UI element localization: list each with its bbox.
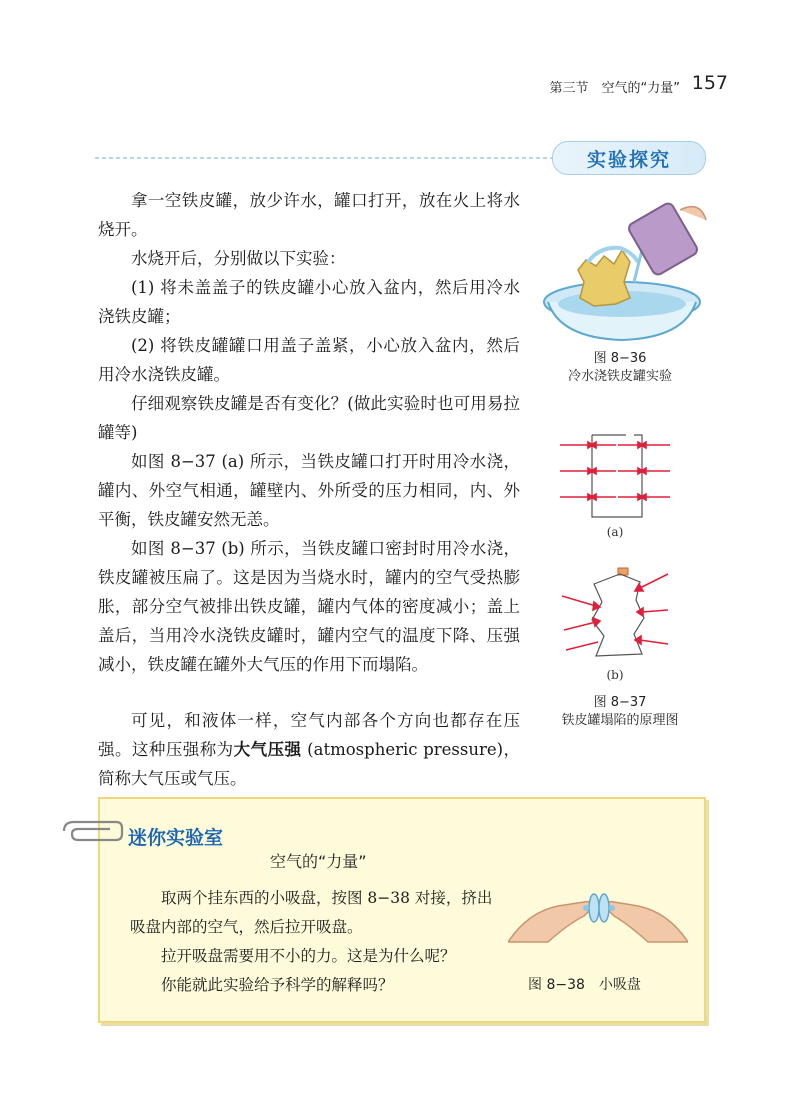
mini-lab-paragraph-2: 拉开吸盘需要用不小的力。这是为什么呢？ xyxy=(161,947,456,965)
mini-lab-paragraph-1: 取两个挂东西的小吸盘，按图 8−38 对接，挤出吸盘内部的空气，然后拉开吸盘。 xyxy=(130,889,493,936)
page-number: 157 xyxy=(691,72,728,94)
running-head: 第三节 空气的“力量” xyxy=(549,81,680,96)
paragraph-8-end: (atmospheric pressure)，简称大气压或气压。 xyxy=(98,740,521,788)
section-banner xyxy=(552,141,706,175)
figure-8-37-title: 铁皮罐塌陷的原理图 xyxy=(561,713,679,728)
figure-8-37a-label: (a) xyxy=(606,525,624,539)
mini-lab-title: 迷你实验室 xyxy=(128,827,224,849)
paragraph-2: 水烧开后，分别做以下实验： xyxy=(131,249,346,268)
main-text xyxy=(98,186,520,793)
paragraph-1: 拿一空铁皮罐，放少许水，罐口打开，放在火上将水烧开。 xyxy=(98,191,520,239)
paragraph-8-start: 可见，和液体一样，空气内部各个方向也都存在压强。这种压强称为 xyxy=(98,711,520,759)
paragraph-7: 如图 8−37 (b) 所示，当铁皮罐口密封时用冷水浇，铁皮罐被压扁了。这是因为当烧水时，罐内的空气受热膨胀，部分空气被排出铁皮罐，罐内气体的密度减小；盖上盖后，当用冷水浇铁皮罐时，罐内空气的温度下降、压强减小，铁皮罐在罐外大气压的作用下而塌陷。 xyxy=(98,539,520,674)
paragraph-gap xyxy=(98,679,520,706)
mini-lab-text xyxy=(130,884,500,1000)
figure-8-36-caption xyxy=(530,350,710,386)
mini-lab-paragraph-3: 你能就此实验给予科学的解释吗？ xyxy=(161,976,394,994)
figure-8-37-caption xyxy=(530,694,710,730)
paragraph-5: 仔细观察铁皮罐是否有变化？(做此实验时也可用易拉罐等) xyxy=(98,394,520,442)
figure-8-36-illustration xyxy=(530,190,710,350)
paragraph-6: 如图 8−37 (a) 所示，当铁皮罐口打开时用冷水浇，罐内、外空气相通，罐壁内、外所受的压力相同，内、外平衡，铁皮罐安然无恙。 xyxy=(98,452,520,529)
paragraph-4: (2) 将铁皮罐罐口用盖子盖紧，小心放入盆内，然后用冷水浇铁皮罐。 xyxy=(98,336,520,384)
figure-8-37-number: 图 8−37 xyxy=(593,695,647,710)
figure-8-37b-label: (b) xyxy=(606,668,624,682)
paper-clip-icon xyxy=(60,818,124,844)
figure-8-38-illustration xyxy=(508,872,688,962)
figure-8-37b-diagram xyxy=(560,560,670,670)
banner-label: 实验探究 xyxy=(586,148,671,171)
paragraph-8 xyxy=(98,706,520,793)
paragraph-3: (1) 将未盖盖子的铁皮罐小心放入盆内，然后用冷水浇铁皮罐； xyxy=(98,278,520,326)
figure-8-38-caption: 图 8−38 小吸盘 xyxy=(528,977,641,993)
figure-8-36-title: 冷水浇铁皮罐实验 xyxy=(567,369,672,384)
banner-rule xyxy=(95,157,565,159)
figure-8-36-number: 图 8−36 xyxy=(593,351,647,366)
term-atmospheric-pressure: 大气压强 xyxy=(233,740,302,759)
mini-lab-subtitle: 空气的“力量” xyxy=(270,852,367,871)
figure-8-37a-diagram xyxy=(560,425,670,525)
